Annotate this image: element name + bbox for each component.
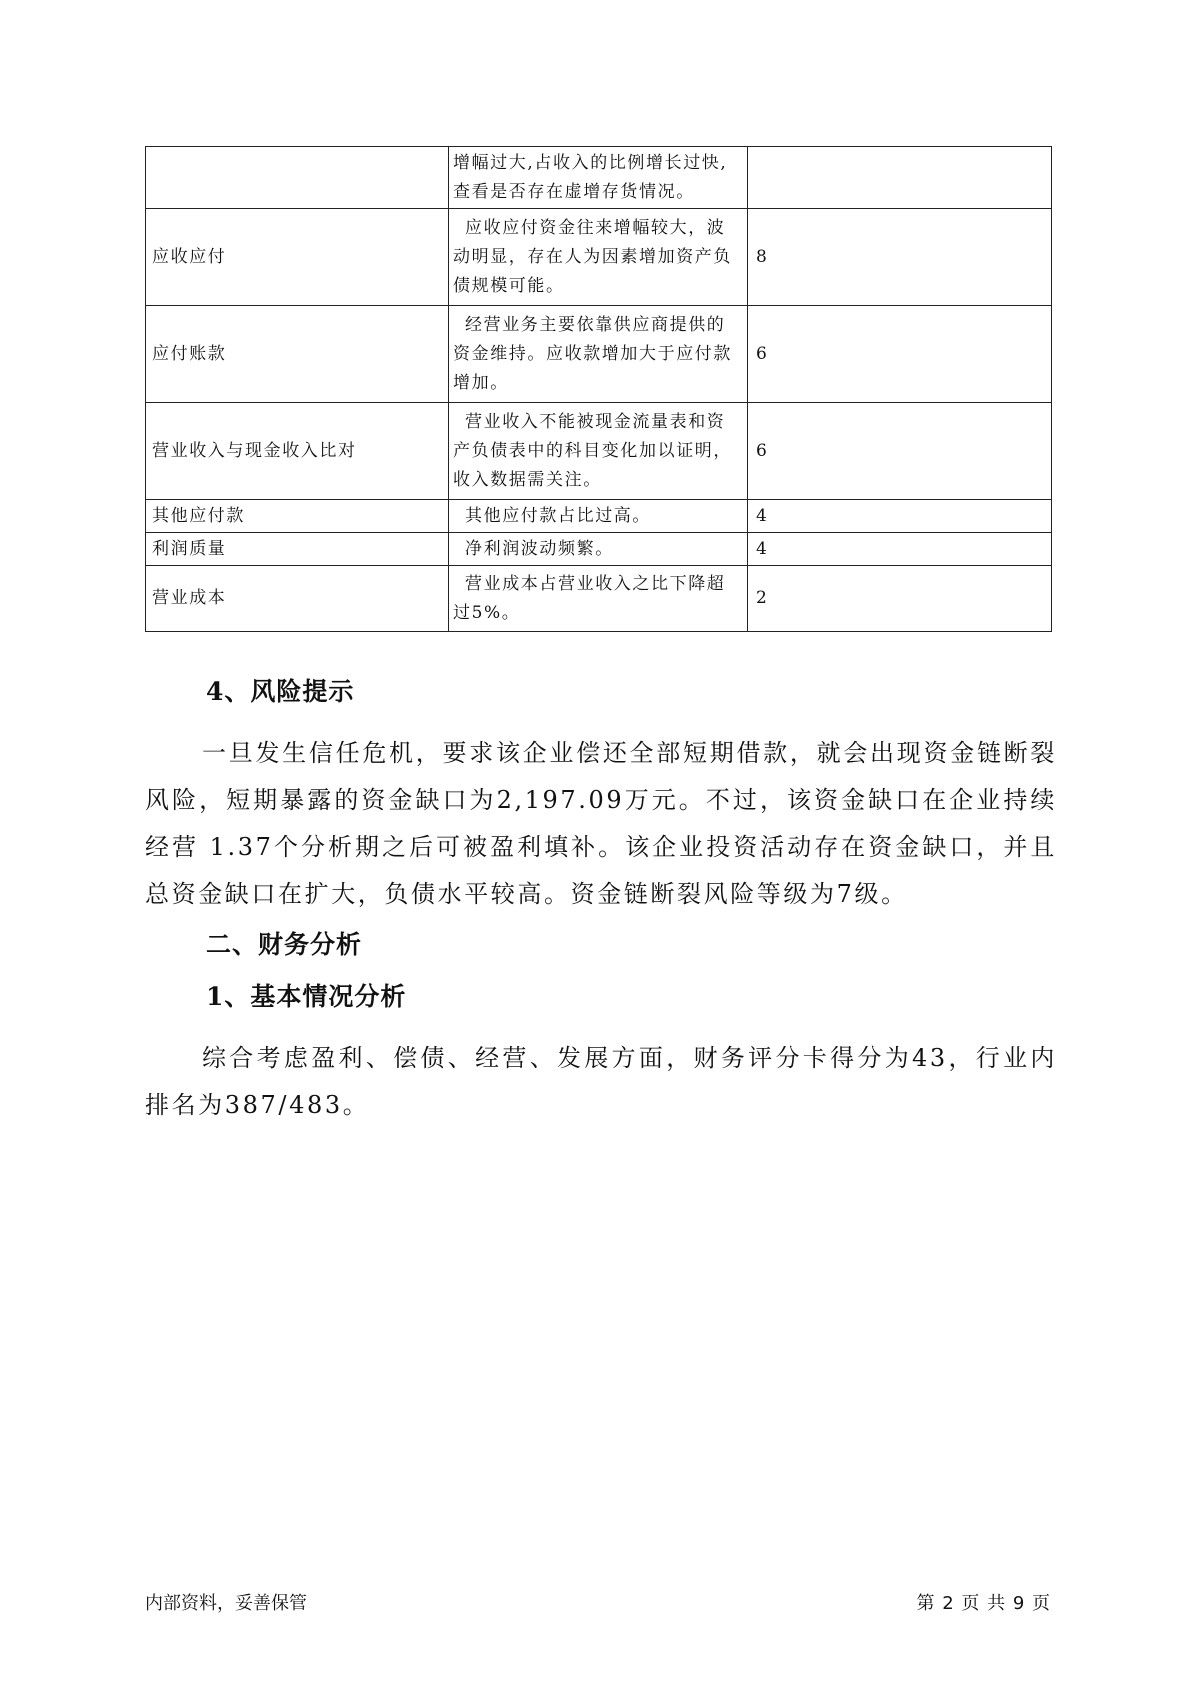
page-number: 第 2 页 共 9 页 xyxy=(916,1593,1051,1614)
description-text: 应收应付资金往来增幅较大，波动明显，存在人为因素增加资产负债规模可能。 xyxy=(453,217,732,296)
table-cell-description xyxy=(449,403,748,500)
table-row xyxy=(146,209,1052,306)
confidential-footer: 内部资料，妥善保管 xyxy=(145,1593,307,1614)
basic-analysis-subheading: 1、基本情况分析 xyxy=(206,982,407,1011)
table-cell-description xyxy=(449,500,748,533)
finance-section-heading: 二、财务分析 xyxy=(206,930,363,959)
table-cell-description xyxy=(449,566,748,632)
table-row xyxy=(146,566,1052,632)
table-row xyxy=(146,147,1052,209)
table-cell-item: 营业收入与现金收入比对 xyxy=(146,403,449,500)
table-cell-description xyxy=(449,209,748,306)
table-row xyxy=(146,403,1052,500)
table-cell-score: 4 xyxy=(748,500,1052,533)
table-cell-description xyxy=(449,306,748,403)
description-text: 净利润波动频繁。 xyxy=(465,538,614,559)
table-cell-item: 利润质量 xyxy=(146,533,449,566)
table-cell-score: 8 xyxy=(748,209,1052,306)
basic-analysis-paragraph: 综合考虑盈利、偿债、经营、发展方面，财务评分卡得分为43，行业内排名为387/483。 xyxy=(145,1044,1057,1119)
table-row xyxy=(146,500,1052,533)
description-text: 其他应付款占比过高。 xyxy=(465,505,651,526)
table-cell-score xyxy=(748,147,1052,209)
risk-paragraph: 一旦发生信任危机，要求该企业偿还全部短期借款，就会出现资金链断裂风险，短期暴露的资金缺口为2,197.09万元。不过，该资金缺口在企业持续经营 1.37个分析期之后可被盈利填补。该企业投资活动存在资金缺口，并且总资金缺口在扩大，负债水平较高。资金链断裂风险等级为7级。 xyxy=(145,739,1057,908)
table-cell-score: 6 xyxy=(748,306,1052,403)
table-cell-item: 应收应付 xyxy=(146,209,449,306)
risk-section-heading: 4、风险提示 xyxy=(206,677,355,706)
table-row xyxy=(146,533,1052,566)
description-text: 增幅过大,占收入的比例增长过快,查看是否存在虚增存货情况。 xyxy=(453,152,728,202)
table-row xyxy=(146,306,1052,403)
table-cell-item xyxy=(146,147,449,209)
table-cell-item: 应付账款 xyxy=(146,306,449,403)
description-text: 经营业务主要依靠供应商提供的资金维持。应收款增加大于应付款增加。 xyxy=(453,314,732,393)
table-cell-description xyxy=(449,147,748,209)
risk-indicator-table xyxy=(145,146,1052,632)
table-cell-item: 其他应付款 xyxy=(146,500,449,533)
table-cell-score: 4 xyxy=(748,533,1052,566)
table-cell-score: 2 xyxy=(748,566,1052,632)
table-cell-description xyxy=(449,533,748,566)
table-cell-item: 营业成本 xyxy=(146,566,449,632)
description-text: 营业成本占营业收入之比下降超过5%。 xyxy=(453,573,726,623)
table-cell-score: 6 xyxy=(748,403,1052,500)
description-text: 营业收入不能被现金流量表和资产负债表中的科目变化加以证明，收入数据需关注。 xyxy=(453,411,732,490)
